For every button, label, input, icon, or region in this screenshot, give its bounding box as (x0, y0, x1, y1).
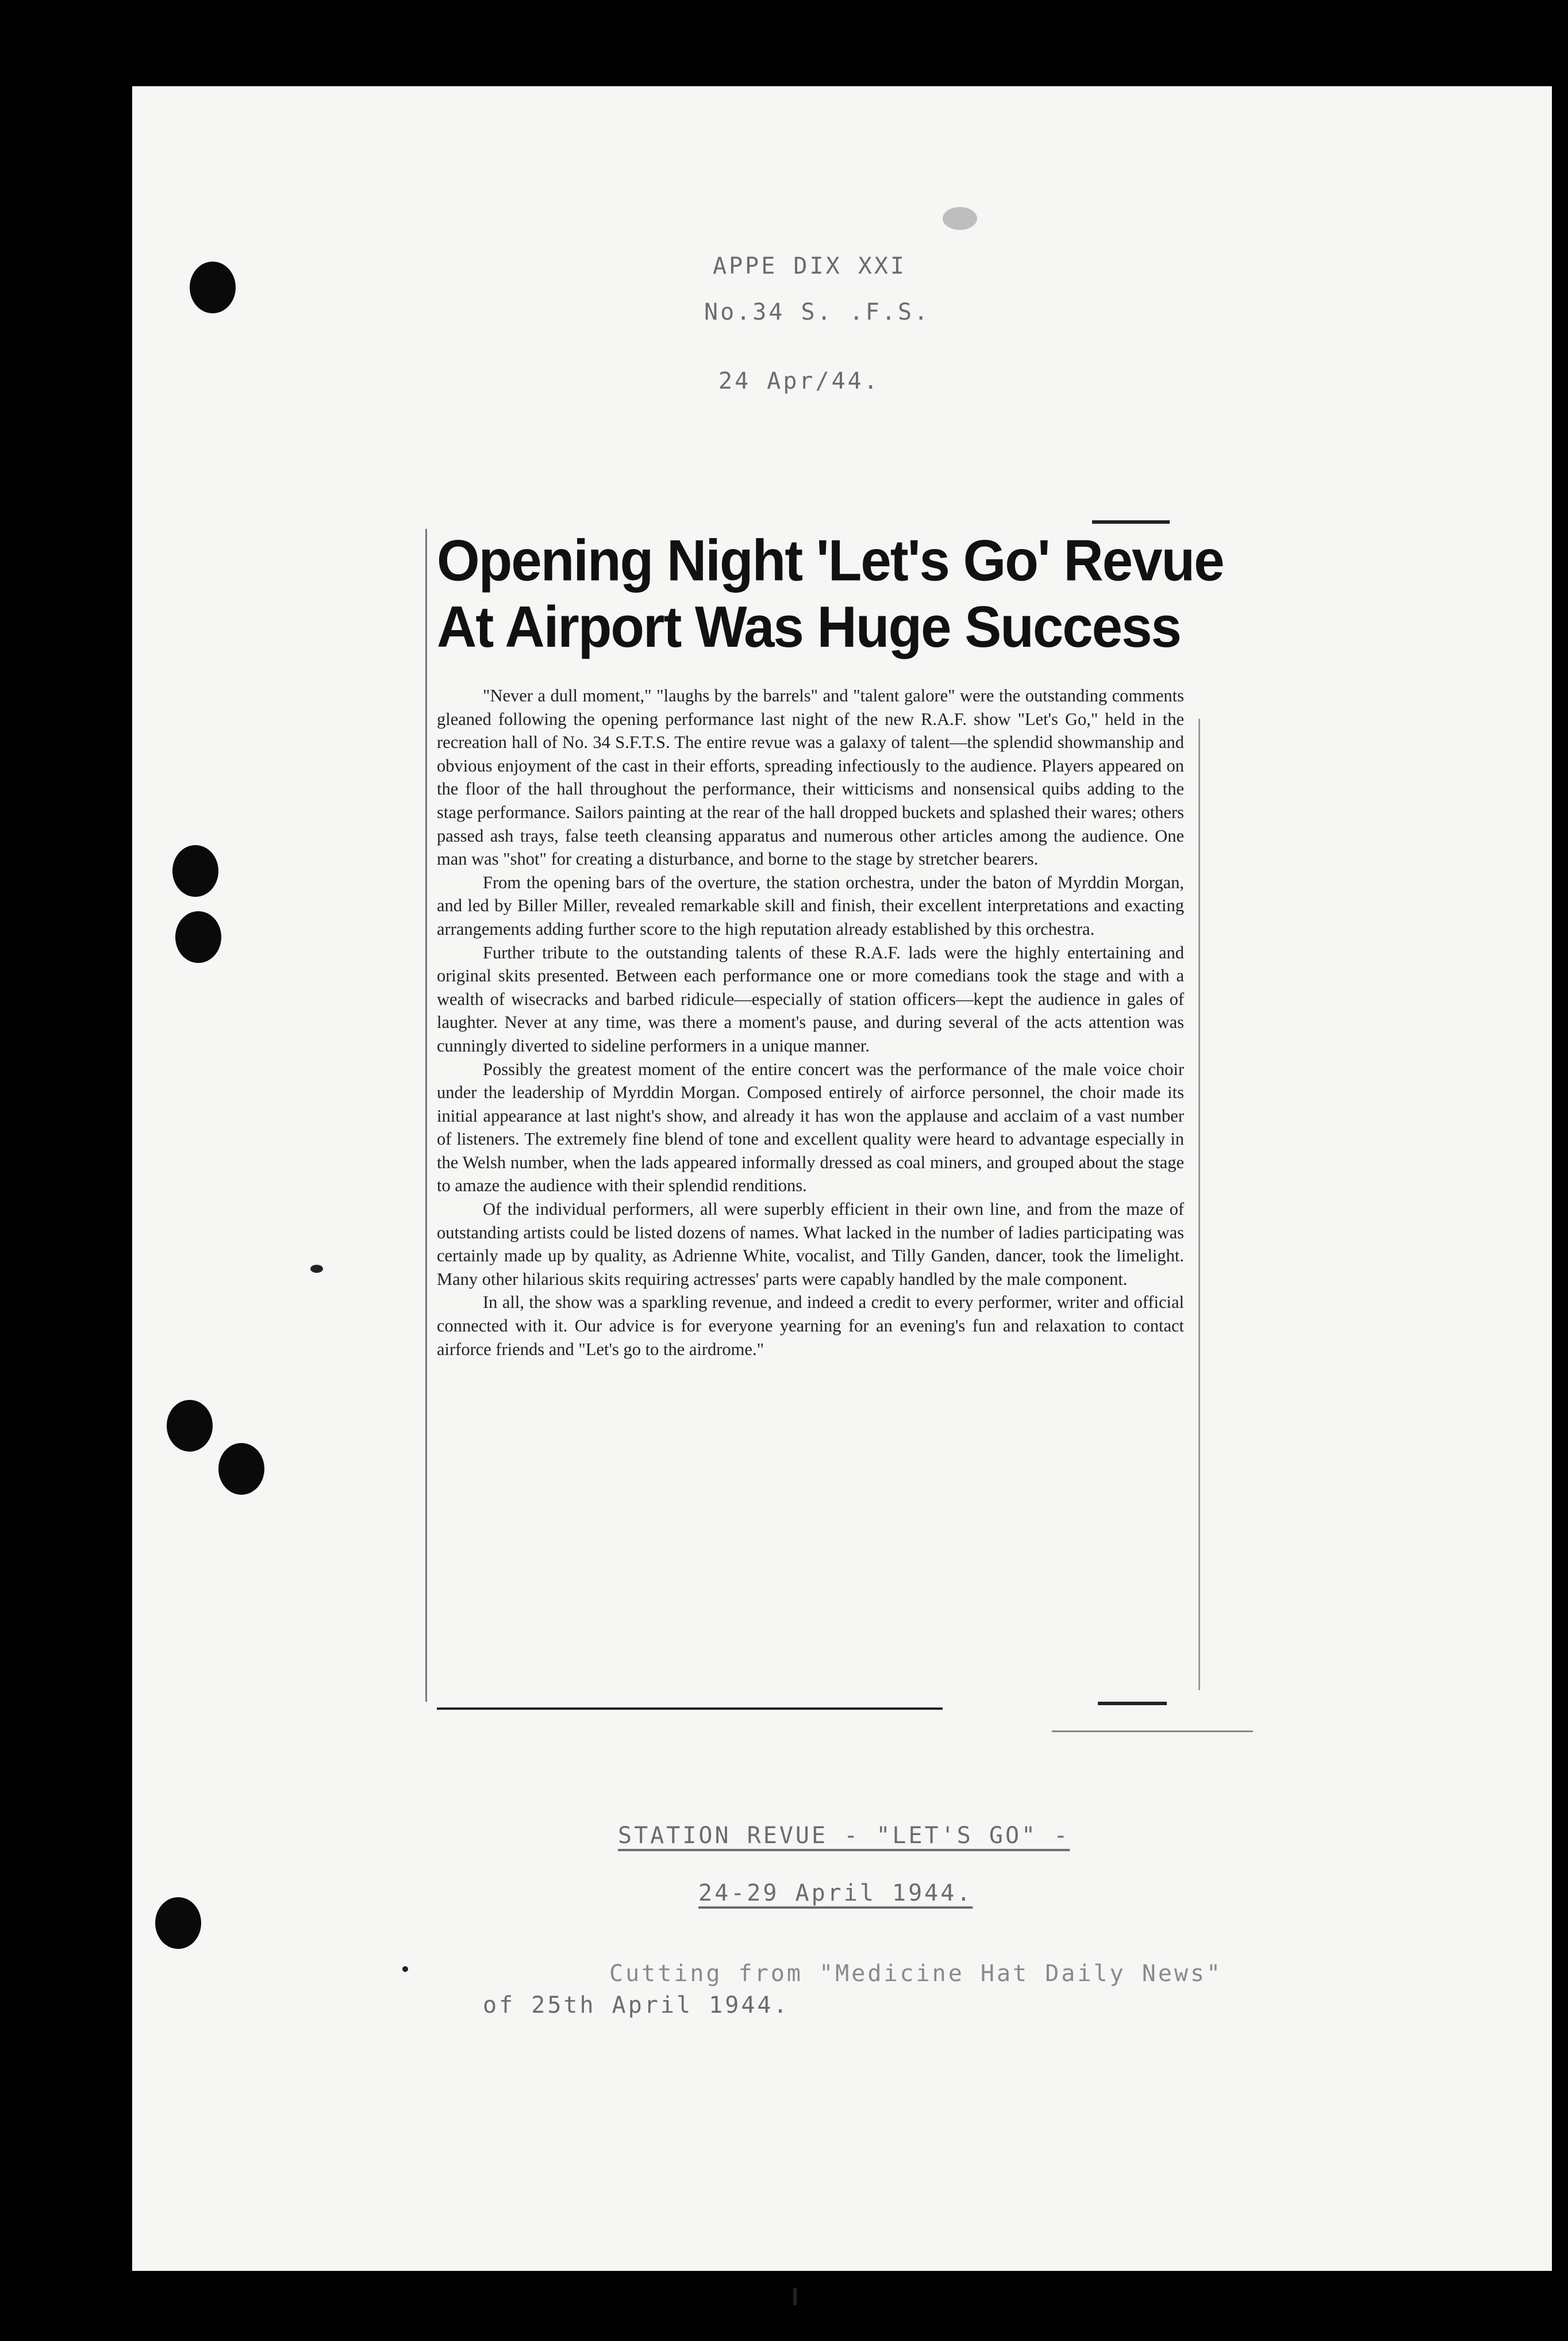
article-paragraph: From the opening bars of the overture, the station orchestra, under the baton of Myrddin Morgan, and led by Biller Miller, revealed remarkable skill and finish, their excellent interpretations and exacting arrangements adding further score to the high reputation already established by this orchestra. (437, 872, 1184, 939)
ink-speck (793, 2288, 797, 2305)
punch-hole (190, 262, 236, 313)
article-paragraph: Of the individual performers, all were superbly efficient in their own line, and from the maze of outstanding artists could be listed dozens of names. What lacked in the number of ladies participating was certainly made up by quality, as Adrienne White, vocalist, and Tilly Ganden, dancer, took the limelight. Many other hilarious skits requiring actresses' parts were capably handled by the male component. (437, 1199, 1184, 1289)
cutting-edge (1052, 1730, 1253, 1732)
unit-label: No.34 S. .F.S. (704, 299, 931, 325)
stamp-mark (943, 207, 977, 230)
source-line-1: Cutting from "Medicine Hat Daily News" (609, 1960, 1223, 1987)
article-paragraph: In all, the show was a sparkling revenue, and indeed a credit to every performer, writer and official connected with it. Our advice is for everyone yearning for an evening's fun and relaxation to contact airforce friends and "Let's go to the airdrome." (437, 1292, 1184, 1359)
revue-dates: 24-29 April 1944. (698, 1880, 973, 1906)
article-paragraph: Possibly the greatest moment of the entire concert was the performance of the male voice choir under the leadership of Myrddin Morgan. Composed entirely of airforce personnel, the choir made its initial appearance at last night's show, and already it has won the applause and acclaim of a vast number of listeners. The extremely fine blend of tone and excellent quality were heard to advantage especially in the Welsh number, when the lads appeared informally dressed as coal miners, and grouped about the stage to amaze the audience with their splendid renditions. (437, 1059, 1184, 1196)
punch-hole (167, 1400, 213, 1452)
punch-hole (175, 911, 221, 963)
ink-speck (310, 1265, 323, 1273)
article-body (437, 684, 1184, 1361)
appendix-label: APPE DIX XXI (713, 253, 906, 279)
source-line-2: of 25th April 1944. (483, 1992, 790, 2018)
article-paragraph: "Never a dull moment," "laughs by the barrels" and "talent galore" were the outstanding comments gleaned following the opening performance last night of the new R.A.F. show "Let's Go," held in the recreation hall of No. 34 S.F.T.S. The entire revue was a galaxy of talent—the splendid showmanship and obvious enjoyment of the cast in their efforts, spreading infectiously to the audience. Players appeared on the floor of the hall throughout the performance, their witticisms and nonsensical quibs adding to the stage performance. Sailors painting at the rear of the hall dropped buckets and splashed their wares; others passed ash trays, false teeth cleansing apparatus and numerous other articles among the audience. One man was "shot" for creating a disturbance, and borne to the stage by stretcher bearers. (437, 686, 1184, 869)
bottom-rule (1098, 1702, 1167, 1705)
clipping-edge (1198, 719, 1200, 1690)
article-headline (437, 528, 1224, 661)
clipping-edge (425, 529, 427, 1702)
headline-line-1: Opening Night 'Let's Go' Revue (437, 528, 1224, 593)
headline-rule (1092, 520, 1170, 524)
punch-hole (218, 1443, 264, 1495)
article-paragraph: Further tribute to the outstanding talents of these R.A.F. lads were the highly entertaining and original skits presented. Between each performance one or more comedians took the stage and with a wealth of wisecracks and barbed ridicule—especially of station officers—kept the audience in gales of laughter. Never at any time, was there a moment's pause, and during several of the acts attention was cunningly diverted to sideline performers in a unique manner. (437, 942, 1184, 1056)
punch-hole (172, 845, 218, 897)
revue-title: STATION REVUE - "LET'S GO" - (618, 1822, 1070, 1849)
date-label: 24 Apr/44. (718, 368, 880, 394)
punch-hole (155, 1897, 201, 1949)
bottom-rule (437, 1707, 943, 1710)
headline-line-2: At Airport Was Huge Success (437, 594, 1181, 659)
ink-speck (402, 1966, 408, 1972)
